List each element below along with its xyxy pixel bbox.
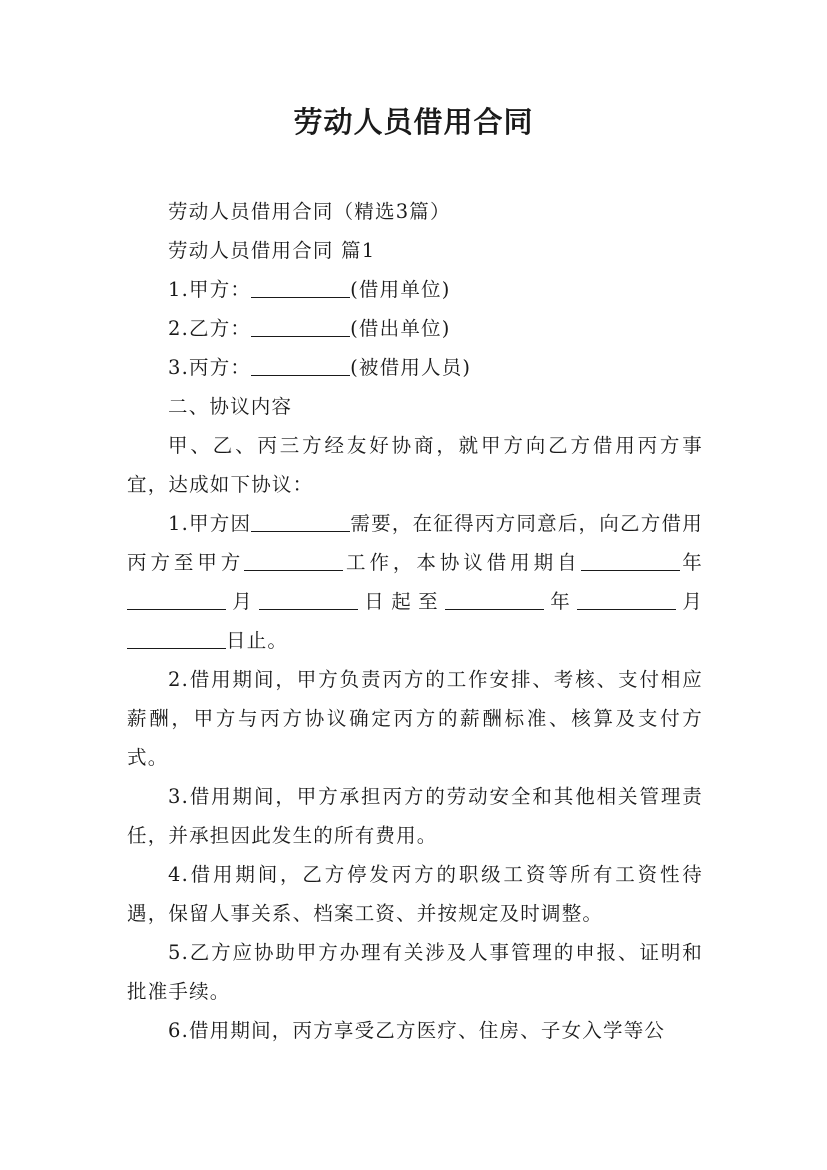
clause-1-text: 月 <box>676 590 704 613</box>
blank-field <box>581 551 680 572</box>
blank-field <box>127 590 226 611</box>
clause-3-paragraph: 3.借用期间，甲方承担丙方的劳动安全和其他相关管理责任，并承担因此发生的所有费用。 <box>127 785 703 847</box>
part-heading: 劳动人员借用合同 篇1 <box>168 239 376 262</box>
party-b-line <box>127 309 703 348</box>
party-c-label: 3.丙方： <box>168 356 252 379</box>
blank-field <box>251 278 350 299</box>
blank-field <box>577 590 676 611</box>
clause-1-text: 月 <box>226 590 260 613</box>
blank-field <box>445 590 544 611</box>
party-c-note: (被借用人员) <box>350 356 472 379</box>
clause-1-text: 1.甲方因 <box>168 512 252 535</box>
party-a-label: 1.甲方： <box>168 278 252 301</box>
blank-field <box>251 317 350 338</box>
blank-field <box>251 356 350 377</box>
clause-5-paragraph: 5.乙方应协助甲方办理有关涉及人事管理的申报、证明和批准手续。 <box>127 941 703 1003</box>
blank-field <box>259 590 358 611</box>
clause-1-text: 年 <box>679 551 703 574</box>
clause-1-text: 年 <box>544 590 578 613</box>
clause-6-paragraph: 6.借用期间，丙方享受乙方医疗、住房、子女入学等公 <box>168 1019 666 1042</box>
party-a-note: (借用单位) <box>350 278 451 301</box>
document-body <box>127 192 703 1050</box>
party-b-note: (借出单位) <box>350 317 451 340</box>
party-c-line <box>127 348 703 387</box>
blank-field <box>251 512 350 533</box>
section-heading: 二、协议内容 <box>168 395 293 418</box>
intro-paragraph: 甲、乙、丙三方经友好协商，就甲方向乙方借用丙方事宜，达成如下协议： <box>127 434 703 496</box>
clause-1-paragraph <box>127 504 703 660</box>
clause-1-text: 需要，在征得丙方同意后，向乙方借用丙方至甲方 <box>127 512 703 574</box>
blank-field <box>127 629 226 650</box>
party-a-line <box>127 270 703 309</box>
blank-field <box>244 551 343 572</box>
document-subtitle: 劳动人员借用合同（精选3篇） <box>168 200 451 223</box>
party-b-label: 2.乙方： <box>168 317 252 340</box>
clause-2-paragraph: 2.借用期间，甲方负责丙方的工作安排、考核、支付相应薪酬，甲方与丙方协议确定丙方的薪酬标准、核算及支付方式。 <box>127 668 703 769</box>
clause-4-paragraph: 4.借用期间，乙方停发丙方的职级工资等所有工资性待遇，保留人事关系、档案工资、并按规定及时调整。 <box>127 863 703 925</box>
clause-1-text: 日止。 <box>226 629 289 652</box>
clause-1-text: 工作，本协议借用期自 <box>343 551 581 574</box>
document-title: 劳动人员借用合同 <box>293 105 534 139</box>
clause-1-text: 日起至 <box>358 590 446 613</box>
